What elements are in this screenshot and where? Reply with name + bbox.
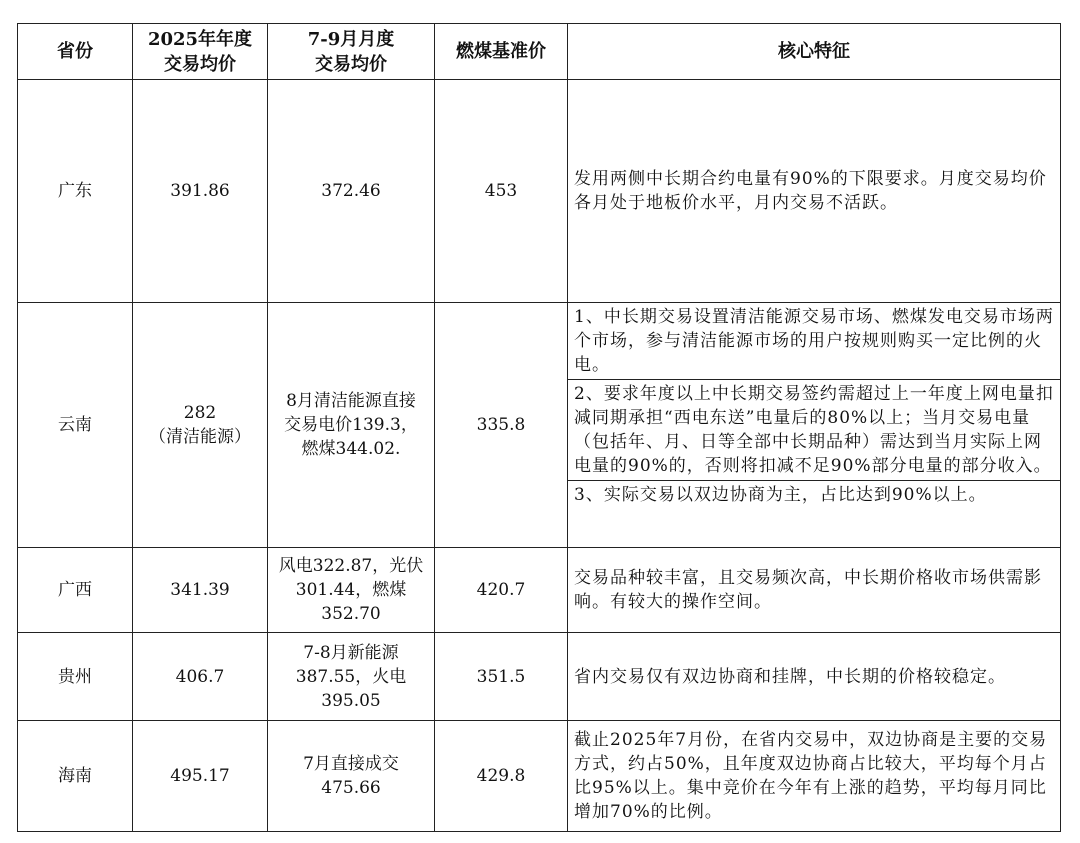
annual-price-cell: 406.7 [133,633,268,721]
annual-price-cell: 495.17 [133,721,268,832]
electricity-price-table [17,23,1061,832]
header-core-feature: 核心特征 [568,24,1061,80]
monthly-price-cell: 7-8月新能源 387.55，火电 395.05 [268,633,435,721]
coal-benchmark-cell: 420.7 [435,548,568,633]
core-feature-cell: 截止2025年7月份，在省内交易中，双边协商是主要的交易方式，约占50%，且年度双边协商占比较大，平均每个月占比95%以上。集中竞价在今年有上涨的趋势，平均每月同比增加70%的比例。 [568,721,1061,832]
header-annual-price: 2025年年度 交易均价 [133,24,268,80]
core-feature-cell: 省内交易仅有双边协商和挂牌，中长期的价格较稳定。 [568,633,1061,721]
coal-benchmark-cell: 335.8 [435,303,568,548]
core-feature-cell [568,303,1061,548]
province-cell: 海南 [18,721,133,832]
table-row [18,633,1061,721]
core-feature-cell: 发用两侧中长期合约电量有90%的下限要求。月度交易均价各月处于地板价水平，月内交易不活跃。 [568,80,1061,303]
province-cell: 广东 [18,80,133,303]
coal-benchmark-cell: 429.8 [435,721,568,832]
feature-item: 1、中长期交易设置清洁能源交易市场、燃煤发电交易市场两个市场，参与清洁能源市场的用户按规则购买一定比例的火电。 [568,303,1060,380]
table-row [18,721,1061,832]
province-cell: 云南 [18,303,133,548]
annual-price-cell: 282 （清洁能源） [133,303,268,548]
coal-benchmark-cell: 351.5 [435,633,568,721]
table-row [18,303,1061,548]
province-cell: 广西 [18,548,133,633]
core-feature-cell: 交易品种较丰富，且交易频次高，中长期价格收市场供需影响。有较大的操作空间。 [568,548,1061,633]
header-row [18,24,1061,80]
table-row [18,80,1061,303]
table-row [18,548,1061,633]
province-cell: 贵州 [18,633,133,721]
feature-item: 3、实际交易以双边协商为主，占比达到90%以上。 [574,485,987,505]
header-coal-benchmark: 燃煤基准价 [435,24,568,80]
header-province: 省份 [18,24,133,80]
monthly-price-cell: 7月直接成交 475.66 [268,721,435,832]
annual-price-cell: 391.86 [133,80,268,303]
monthly-price-cell: 8月清洁能源直接 交易电价139.3， 燃煤344.02. [268,303,435,548]
feature-item: 2、要求年度以上中长期交易签约需超过上一年度上网电量扣减同期承担“西电东送”电量后的80%以上；当月交易电量（包括年、月、日等全部中长期品种）需达到当月实际上网电量的90%的，否则将扣减不足90%部分电量的部分收入。 [568,380,1060,481]
header-monthly-price: 7-9月月度 交易均价 [268,24,435,80]
coal-benchmark-cell: 453 [435,80,568,303]
monthly-price-cell: 372.46 [268,80,435,303]
annual-price-cell: 341.39 [133,548,268,633]
monthly-price-cell: 风电322.87，光伏 301.44，燃煤 352.70 [268,548,435,633]
